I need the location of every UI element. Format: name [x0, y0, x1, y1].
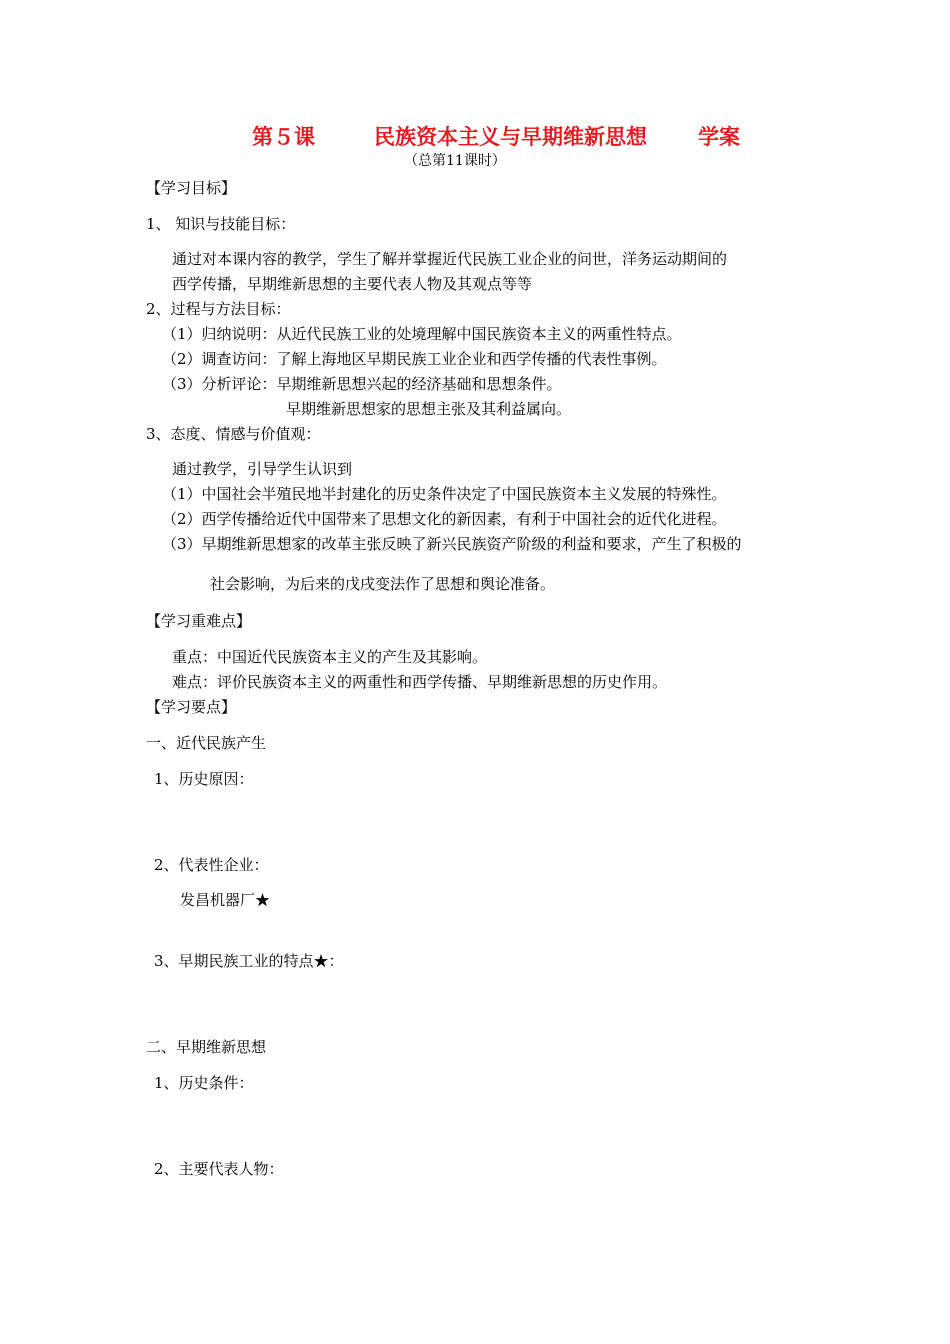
section-2-heading: 二、早期维新思想 [146, 1038, 267, 1056]
process-item-1: （1）归纳说明：从近代民族工业的处境理解中国民族资本主义的两重性特点。 [162, 325, 682, 343]
section-1-question-2: 2、代表性企业： [154, 856, 269, 874]
attitude-heading: 3、态度、情感与价值观： [146, 425, 321, 443]
knowledge-line-2: 西学传播，早期维新思想的主要代表人物及其观点等等 [172, 275, 533, 293]
difficulty-heading: 【学习重难点】 [146, 612, 252, 630]
attitude-intro: 通过教学，引导学生认识到 [172, 460, 353, 478]
attitude-item-2: （2）西学传播给近代中国带来了思想文化的新因素，有利于中国社会的近代化进程。 [162, 510, 727, 528]
lesson-number: 第５课 [252, 125, 315, 149]
points-heading: 【学习要点】 [146, 698, 237, 716]
knowledge-heading: 1、 知识与技能目标： [146, 215, 296, 233]
attitude-item-3b: 社会影响，为后来的戊戌变法作了思想和舆论准备。 [210, 575, 556, 593]
section-2-question-1: 1、历史条件： [154, 1074, 254, 1092]
process-item-3b: 早期维新思想家的思想主张及其利益属向。 [286, 400, 572, 418]
lesson-kind: 学案 [698, 125, 740, 149]
knowledge-line-1: 通过对本课内容的教学，学生了解并掌握近代民族工业企业的问世，洋务运动期间的 [172, 250, 728, 268]
attitude-item-1: （1）中国社会半殖民地半封建化的历史条件决定了中国民族资本主义发展的特殊性。 [162, 485, 727, 503]
section-1-heading: 一、近代民族产生 [146, 734, 267, 752]
section-1-answer-2: 发昌机器厂★ [180, 891, 271, 909]
lesson-subtitle: （总第11课时） [404, 153, 506, 169]
section-2-question-2: 2、主要代表人物： [154, 1160, 284, 1178]
section-1-question-3: 3、早期民族工业的特点★： [154, 952, 344, 970]
section-1-question-1: 1、历史原因： [154, 770, 254, 788]
key-point: 重点：中国近代民族资本主义的产生及其影响。 [172, 648, 488, 666]
process-item-3: （3）分析评论：早期维新思想兴起的经济基础和思想条件。 [162, 375, 562, 393]
hard-point: 难点：评价民族资本主义的两重性和西学传播、早期维新思想的历史作用。 [172, 673, 668, 691]
process-item-2: （2）调查访问：了解上海地区早期民族工业企业和西学传播的代表性事例。 [162, 350, 667, 368]
lesson-topic: 民族资本主义与早期维新思想 [374, 125, 647, 149]
attitude-item-3: （3）早期维新思想家的改革主张反映了新兴民族资产阶级的利益和要求，产生了积极的 [162, 535, 742, 553]
objectives-heading: 【学习目标】 [146, 179, 237, 197]
process-heading: 2、过程与方法目标： [146, 300, 291, 318]
